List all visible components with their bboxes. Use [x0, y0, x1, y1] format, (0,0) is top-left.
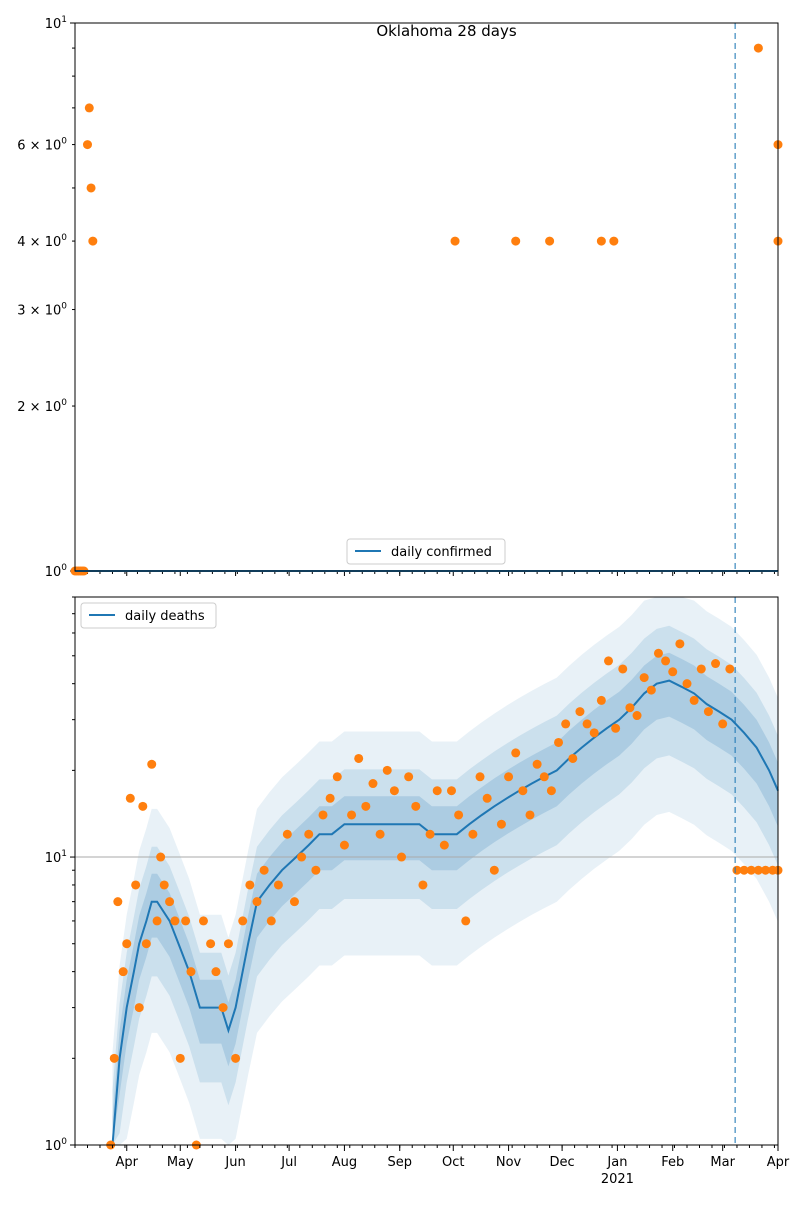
bottom-data-point	[583, 719, 592, 728]
bottom-x-tick-label: Oct	[442, 1155, 465, 1170]
bottom-data-point	[568, 754, 577, 763]
bottom-data-point	[361, 802, 370, 811]
bottom-y-tick-label: $10^1$	[44, 849, 67, 867]
bottom-data-point	[725, 664, 734, 673]
bottom-data-point	[147, 760, 156, 769]
top-data-point	[597, 237, 606, 246]
bottom-data-point	[122, 939, 131, 948]
top-y-tick-label: $2 \times 10^0$	[17, 398, 67, 416]
bottom-data-point	[110, 1054, 119, 1063]
bottom-data-point	[113, 897, 122, 906]
bottom-data-point	[126, 794, 135, 803]
bottom-legend	[81, 603, 216, 628]
bottom-data-point	[297, 853, 306, 862]
top-y-tick-label: $10^0$	[44, 563, 67, 580]
bottom-data-point	[135, 1003, 144, 1012]
bottom-data-point	[252, 897, 261, 906]
bottom-data-point	[711, 659, 720, 668]
top-y-tick-label: $10^1$	[44, 15, 67, 32]
bottom-data-point	[199, 916, 208, 925]
bottom-data-point	[418, 880, 427, 889]
bottom-data-point	[433, 786, 442, 795]
bottom-data-point	[661, 656, 670, 665]
bottom-data-point	[483, 794, 492, 803]
bottom-data-point	[454, 810, 463, 819]
top-data-point	[511, 237, 520, 246]
bottom-data-point	[326, 794, 335, 803]
bottom-data-point	[718, 719, 727, 728]
bottom-data-point	[231, 1054, 240, 1063]
bottom-x-tick-label: Jan	[607, 1155, 628, 1170]
bottom-data-point	[376, 830, 385, 839]
bottom-data-point	[319, 810, 328, 819]
bottom-data-point	[683, 679, 692, 688]
bottom-data-point	[186, 967, 195, 976]
bottom-data-point	[390, 786, 399, 795]
top-data-point	[754, 44, 763, 53]
bottom-data-point	[611, 724, 620, 733]
bottom-data-point	[590, 728, 599, 737]
bottom-data-point	[597, 696, 606, 705]
bottom-data-point	[165, 897, 174, 906]
top-y-tick-label: $6 \times 10^0$	[17, 136, 67, 154]
bottom-x-tick-label: Nov	[495, 1155, 522, 1170]
top-data-point	[545, 237, 554, 246]
bottom-data-point	[238, 916, 247, 925]
bottom-data-point	[633, 711, 642, 720]
bottom-data-point	[304, 830, 313, 839]
bottom-data-point	[618, 664, 627, 673]
bottom-x-tick-label: Sep	[387, 1155, 412, 1170]
bottom-data-point	[176, 1054, 185, 1063]
bottom-x-tick-label: Dec	[549, 1155, 575, 1170]
bottom-data-point	[668, 667, 677, 676]
bottom-data-point	[604, 656, 613, 665]
bottom-data-point	[131, 880, 140, 889]
bottom-data-point	[490, 866, 499, 875]
top-legend-label: daily confirmed	[391, 545, 492, 560]
bottom-data-point	[138, 802, 147, 811]
bottom-data-point	[497, 820, 506, 829]
top-data-point	[87, 183, 96, 192]
bottom-data-point	[119, 967, 128, 976]
bottom-x-tick-label: Apr	[766, 1155, 790, 1170]
bottom-data-point	[211, 967, 220, 976]
bottom-data-point	[547, 786, 556, 795]
bottom-data-point	[554, 738, 563, 747]
top-legend	[347, 539, 505, 564]
bottom-data-point	[518, 786, 527, 795]
bottom-data-point	[540, 772, 549, 781]
top-data-point	[85, 103, 94, 112]
bottom-data-point	[153, 916, 162, 925]
bottom-data-point	[156, 853, 165, 862]
bottom-data-point	[245, 880, 254, 889]
top-data-point	[451, 237, 460, 246]
bottom-data-point	[461, 916, 470, 925]
bottom-data-point	[397, 853, 406, 862]
bottom-data-point	[283, 830, 292, 839]
bottom-data-point	[368, 779, 377, 788]
bottom-x-tick-label: May	[166, 1155, 194, 1170]
bottom-data-point	[290, 897, 299, 906]
bottom-data-point	[224, 939, 233, 948]
bottom-legend-label: daily deaths	[125, 609, 205, 624]
bottom-data-point	[219, 1003, 228, 1012]
bottom-data-point	[468, 830, 477, 839]
bottom-x-tick-label: Apr	[115, 1155, 138, 1170]
bottom-data-point	[354, 754, 363, 763]
bottom-data-point	[411, 802, 420, 811]
bottom-data-point	[160, 880, 169, 889]
bottom-data-point	[274, 880, 283, 889]
bottom-data-point	[533, 760, 542, 769]
bottom-data-point	[704, 707, 713, 716]
bottom-data-point	[561, 719, 570, 728]
bottom-data-point	[511, 748, 520, 757]
bottom-x-tick-label: Mar	[710, 1155, 735, 1170]
bottom-data-point	[654, 649, 663, 658]
bottom-data-point	[347, 810, 356, 819]
x-year-label: 2021	[600, 1172, 634, 1187]
bottom-x-tick-label: Jul	[281, 1155, 297, 1170]
bottom-x-tick-label: Aug	[331, 1155, 358, 1170]
bottom-data-point	[142, 939, 151, 948]
top-data-point	[83, 140, 92, 149]
bottom-data-point	[447, 786, 456, 795]
bottom-x-tick-label: Feb	[661, 1155, 685, 1170]
bottom-data-point	[267, 916, 276, 925]
bottom-data-point	[647, 686, 656, 695]
bottom-data-point	[170, 916, 179, 925]
bottom-data-point	[640, 673, 649, 682]
bottom-data-point	[260, 866, 269, 875]
bottom-data-point	[383, 766, 392, 775]
bottom-data-point	[181, 916, 190, 925]
bottom-data-point	[504, 772, 513, 781]
bottom-data-point	[206, 939, 215, 948]
top-data-point	[88, 237, 97, 246]
top-y-tick-label: $4 \times 10^0$	[17, 233, 67, 251]
bottom-data-point	[333, 772, 342, 781]
bottom-data-point	[426, 830, 435, 839]
bottom-data-point	[440, 841, 449, 850]
top-chart-title: Oklahoma 28 days	[376, 22, 517, 40]
top-y-tick-label: $3 \times 10^0$	[17, 301, 67, 319]
bottom-data-point	[675, 639, 684, 648]
bottom-data-point	[625, 703, 634, 712]
bottom-data-point	[697, 664, 706, 673]
top-data-point	[609, 237, 618, 246]
bottom-data-point	[476, 772, 485, 781]
bottom-data-point	[311, 866, 320, 875]
bottom-data-point	[525, 810, 534, 819]
bottom-data-point	[690, 696, 699, 705]
bottom-data-point	[404, 772, 413, 781]
bottom-x-tick-label: Jun	[225, 1155, 246, 1170]
bottom-y-tick-label: $10^0$	[44, 1137, 67, 1154]
bottom-data-point	[340, 841, 349, 850]
bottom-data-point	[575, 707, 584, 716]
